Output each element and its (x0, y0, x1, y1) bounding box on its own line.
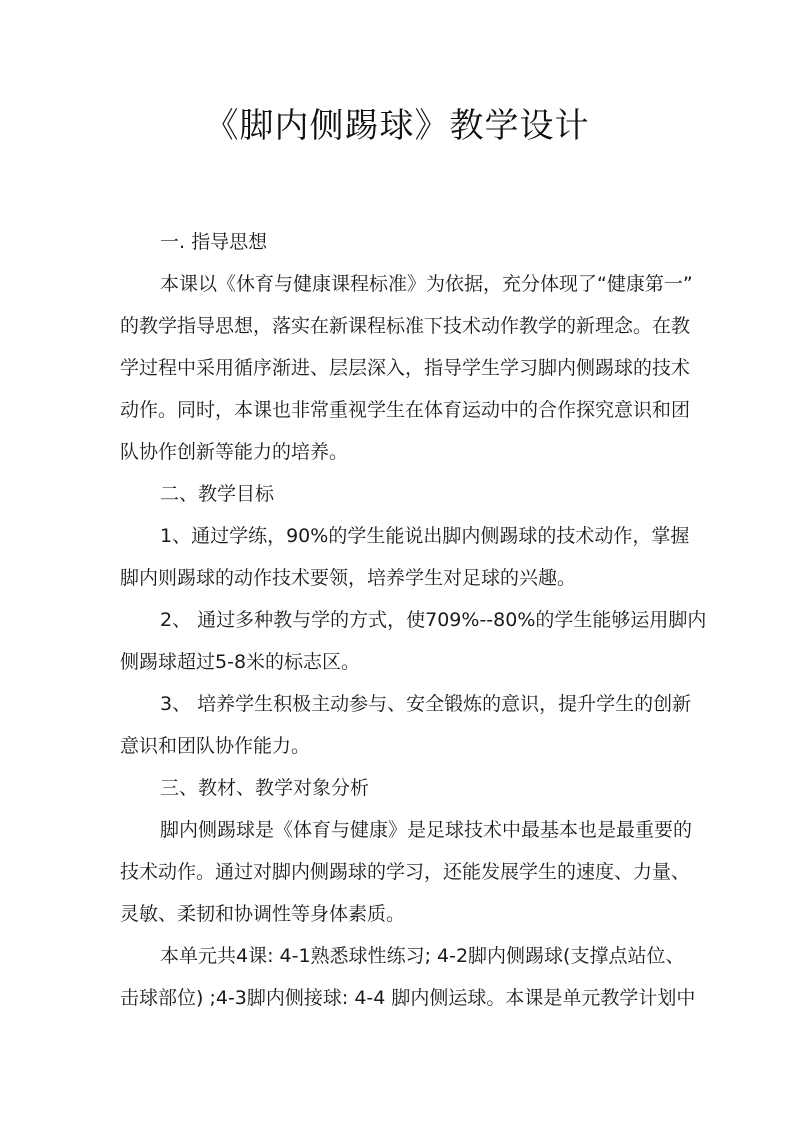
paragraph-line: 队协作创新等能力的培养。 (120, 441, 349, 463)
section-heading-teaching-goals: 二、教学目标 (160, 483, 275, 505)
paragraph-line: 学过程中采用循序渐进、层层深入，指导学生学习脚内侧踢球的技术 (120, 357, 691, 379)
section-heading-guiding-ideology: 一. 指导思想 (160, 231, 268, 253)
paragraph-line: 本课以《休育与健康课程标准》为依据，充分体现了“健康第一” (160, 273, 693, 295)
paragraph-line: 击球部位) ;4-3脚内侧接球: 4-4 脚内侧运球。本课是单元教学计划中 (120, 987, 696, 1009)
paragraph-line: 本单元共4课: 4-1熟悉球性练习; 4-2脚内侧踢球(支撑点站位、 (160, 945, 685, 967)
paragraph-line: 意识和团队协作能力。 (120, 735, 311, 757)
paragraph-line: 的教学指导思想，落实在新课程标准下技术动作教学的新理念。在教 (120, 315, 691, 337)
paragraph-line: 2、 通过多种教与学的方式，使709%--80%的学生能够运用脚内 (160, 609, 707, 631)
paragraph-line: 1、通过学练，90%的学生能说出脚内侧踢球的技术动作，掌握 (160, 525, 690, 547)
paragraph-line: 侧踢球超过5-8米的标志区。 (120, 651, 361, 673)
paragraph-line: 技术动作。通过对脚内侧踢球的学习，还能发展学生的速度、力量、 (120, 861, 691, 883)
paragraph-line: 脚内则踢球的动作技术要领，培养学生对足球的兴趣。 (120, 567, 577, 589)
paragraph-line: 灵敏、柔韧和协调性等身体素质。 (120, 903, 406, 925)
section-heading-material-analysis: 三、教材、教学对象分析 (160, 777, 370, 799)
paragraph-line: 3、 培养学生积极主动参与、安全锻炼的意识，提升学生的创新 (160, 693, 692, 715)
paragraph-line: 脚内侧踢球是《体育与健康》是足球技术中最基本也是最重要的 (160, 819, 693, 841)
paragraph-line: 动作。同时，本课也非常重视学生在体育运动中的合作探究意识和团 (120, 399, 691, 421)
document-title: 《脚内侧踢球》教学设计 (204, 106, 590, 146)
